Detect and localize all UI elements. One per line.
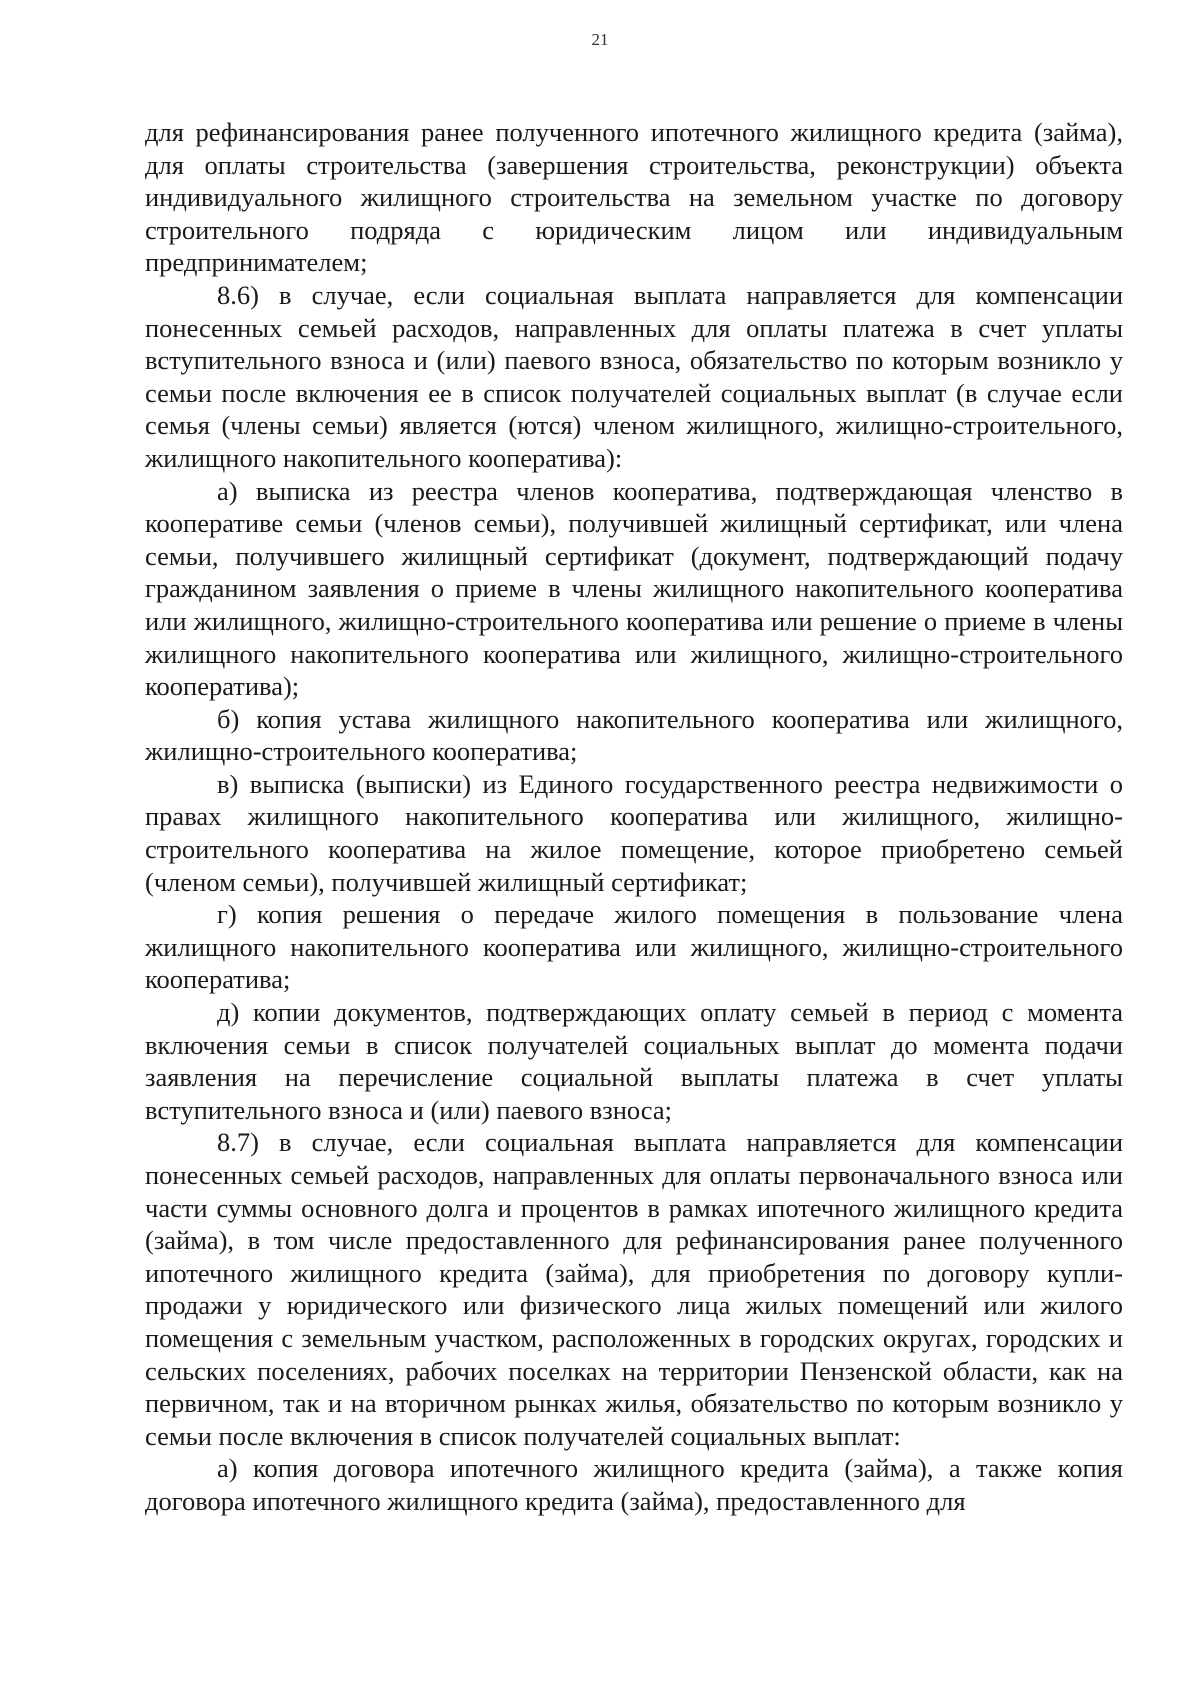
document-body bbox=[145, 116, 1123, 1518]
paragraph-8-6-d: д) копии документов, подтверждающих оплату семьей в период с момента включения семьи в список получателей социальных выплат до момента подачи заявления на перечисление социальной выплаты платежа в счет уплаты вступительного взноса и (или) паевого взноса; bbox=[145, 997, 1123, 1125]
paragraph-continuation: для рефинансирования ранее полученного ипотечного жилищного кредита (займа), для оплаты строительства (завершения строительства, реконструкции) объекта индивидуального жилищного строительства на земельном участке по договору строительного подряда с юридическим лицом или индивидуальным предпринимателем; bbox=[145, 117, 1123, 278]
paragraph-8-7-a: а) копия договора ипотечного жилищного кредита (займа), а также копия договора ипотечного жилищного кредита (займа), предоставленного для bbox=[145, 1453, 1123, 1516]
paragraph-8-6-g: г) копия решения о передаче жилого помещения в пользование члена жилищного накопительного кооператива или жилищного, жилищно-строительного кооператива; bbox=[145, 899, 1123, 995]
paragraph-8-6: 8.6) в случае, если социальная выплата направляется для компенсации понесенных семьей расходов, направленных для оплаты платежа в счет уплаты вступительного взноса и (или) паевого взноса, обязательство по которым возникло у семьи после включения ее в список получателей социальных выплат (в случае если семья (члены семьи) является (ются) членом жилищного, жилищно-строительного, жилищного накопительного кооператива): bbox=[145, 279, 1123, 473]
paragraph-8-6-b: б) копия устава жилищного накопительного кооператива или жилищного, жилищно-строительного кооператива; bbox=[145, 703, 1123, 767]
page-number: 21 bbox=[591, 30, 609, 49]
paragraph-8-6-a: а) выписка из реестра членов кооператива, подтверждающая членство в кооперативе семьи (членов семьи), получившей жилищный сертификат, или члена семьи, получившего жилищный сертификат (документ, подтверждающий подачу гражданином заявления о приеме в члены жилищного накопительного кооператива или жилищного, жилищно-строительного кооператива или решение о приеме в члены жилищного накопительного кооператива или жилищного, жилищно-строительного кооператива); bbox=[145, 475, 1123, 702]
paragraph-8-7: 8.7) в случае, если социальная выплата направляется для компенсации понесенных семьей расходов, направленных для оплаты первоначального взноса или части суммы основного долга и процентов в рамках ипотечного жилищного кредита (займа), в том числе предоставленного для рефинансирования ранее полученного ипотечного жилищного кредита (займа), для приобретения по договору купли-продажи у юридического или физического лица жилых помещений или жилого помещения с земельным участком, расположенных в городских округах, городских и сельских поселениях, рабочих поселках на территории Пензенской области, как на первичном, так и на вторичном рынках жилья, обязательство по которым возникло у семьи после включения в список получателей социальных выплат: bbox=[145, 1127, 1123, 1451]
paragraph-8-6-v: в) выписка (выписки) из Единого государственного реестра недвижимости о правах жилищного накопительного кооператива или жилищного, жилищно-строительного кооператива на жилое помещение, которое приобретено семьей (членом семьи), получившей жилищный сертификат; bbox=[145, 768, 1123, 897]
